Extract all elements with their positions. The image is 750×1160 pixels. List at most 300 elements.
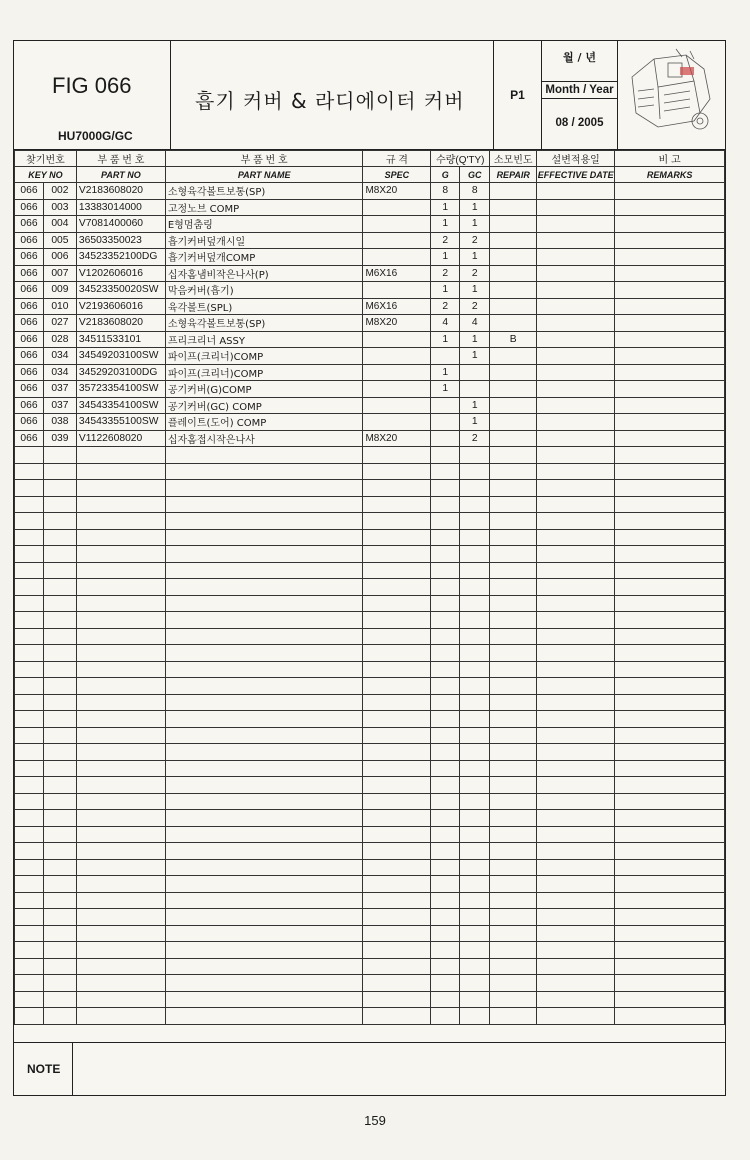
cell-effective bbox=[537, 645, 615, 662]
cell-repair: B bbox=[490, 331, 537, 348]
cell-remarks bbox=[615, 513, 725, 530]
cell-part-no bbox=[76, 694, 165, 711]
cell-effective bbox=[537, 892, 615, 909]
cell-repair bbox=[490, 876, 537, 893]
parts-table bbox=[14, 150, 725, 1025]
cell-gc bbox=[460, 612, 490, 629]
cell-fig bbox=[15, 529, 44, 546]
cell-fig bbox=[15, 694, 44, 711]
cell-gc bbox=[460, 892, 490, 909]
cell-spec bbox=[363, 958, 431, 975]
table-row bbox=[15, 579, 725, 596]
cell-effective bbox=[537, 199, 615, 216]
cell-fig bbox=[15, 595, 44, 612]
cell-remarks bbox=[615, 744, 725, 761]
cell-fig: 066 bbox=[15, 232, 44, 249]
cell-name bbox=[165, 612, 363, 629]
cell-gc bbox=[460, 463, 490, 480]
cell-name: E형멈춤링 bbox=[165, 216, 363, 233]
cell-part-no bbox=[76, 909, 165, 926]
cell-key bbox=[43, 480, 76, 497]
cell-key: 005 bbox=[43, 232, 76, 249]
cell-repair bbox=[490, 298, 537, 315]
cell-effective bbox=[537, 661, 615, 678]
cell-key bbox=[43, 843, 76, 860]
cell-g: 1 bbox=[431, 216, 460, 233]
cell-effective bbox=[537, 381, 615, 398]
cell-part-no bbox=[76, 529, 165, 546]
cell-g bbox=[431, 744, 460, 761]
cell-name bbox=[165, 975, 363, 992]
cell-remarks bbox=[615, 925, 725, 942]
cell-fig bbox=[15, 562, 44, 579]
cell-effective bbox=[537, 216, 615, 233]
cell-effective bbox=[537, 810, 615, 827]
cell-part-no bbox=[76, 447, 165, 464]
cell-name: 막음커버(흡기) bbox=[165, 282, 363, 299]
cell-g bbox=[431, 513, 460, 530]
col-repair-ko: 소모빈도 bbox=[490, 151, 537, 167]
cell-spec bbox=[363, 661, 431, 678]
cell-effective bbox=[537, 876, 615, 893]
cell-remarks bbox=[615, 826, 725, 843]
cell-g: 2 bbox=[431, 265, 460, 282]
page-box bbox=[494, 41, 542, 149]
cell-repair bbox=[490, 991, 537, 1008]
cell-name: 파이프(크리너)COMP bbox=[165, 364, 363, 381]
cell-remarks bbox=[615, 282, 725, 299]
cell-remarks bbox=[615, 529, 725, 546]
cell-gc bbox=[460, 876, 490, 893]
table-row bbox=[15, 942, 725, 959]
cell-spec bbox=[363, 546, 431, 563]
cell-remarks bbox=[615, 876, 725, 893]
cell-key bbox=[43, 859, 76, 876]
table-row bbox=[15, 562, 725, 579]
cell-gc: 1 bbox=[460, 282, 490, 299]
cell-name bbox=[165, 463, 363, 480]
cell-fig: 066 bbox=[15, 397, 44, 414]
table-row bbox=[15, 661, 725, 678]
cell-key: 037 bbox=[43, 397, 76, 414]
cell-g bbox=[431, 843, 460, 860]
cell-effective bbox=[537, 183, 615, 200]
cell-effective bbox=[537, 265, 615, 282]
cell-fig bbox=[15, 843, 44, 860]
cell-gc bbox=[460, 1008, 490, 1025]
cell-spec bbox=[363, 810, 431, 827]
cell-repair bbox=[490, 364, 537, 381]
cell-effective bbox=[537, 942, 615, 959]
cell-effective bbox=[537, 678, 615, 695]
cell-key bbox=[43, 744, 76, 761]
cell-repair bbox=[490, 216, 537, 233]
cell-fig bbox=[15, 909, 44, 926]
cell-key bbox=[43, 661, 76, 678]
cell-name bbox=[165, 546, 363, 563]
cell-spec bbox=[363, 480, 431, 497]
cell-gc: 2 bbox=[460, 298, 490, 315]
cell-g bbox=[431, 595, 460, 612]
cell-g bbox=[431, 958, 460, 975]
table-row bbox=[15, 232, 725, 249]
table-row bbox=[15, 397, 725, 414]
cell-effective bbox=[537, 249, 615, 266]
cell-remarks bbox=[615, 397, 725, 414]
cell-fig bbox=[15, 628, 44, 645]
cell-gc bbox=[460, 909, 490, 926]
cell-part-no bbox=[76, 645, 165, 662]
cell-key bbox=[43, 909, 76, 926]
cell-remarks bbox=[615, 595, 725, 612]
cell-key bbox=[43, 876, 76, 893]
cell-repair bbox=[490, 810, 537, 827]
cell-effective bbox=[537, 397, 615, 414]
cell-effective bbox=[537, 975, 615, 992]
cell-repair bbox=[490, 546, 537, 563]
table-row bbox=[15, 645, 725, 662]
cell-g: 1 bbox=[431, 199, 460, 216]
cell-remarks bbox=[615, 727, 725, 744]
cell-part-no: 34549203100SW bbox=[76, 348, 165, 365]
cell-remarks bbox=[615, 381, 725, 398]
cell-remarks bbox=[615, 909, 725, 926]
cell-remarks bbox=[615, 265, 725, 282]
cell-part-no bbox=[76, 727, 165, 744]
cell-g bbox=[431, 925, 460, 942]
cell-name bbox=[165, 876, 363, 893]
table-row bbox=[15, 496, 725, 513]
cell-key: 034 bbox=[43, 348, 76, 365]
cell-fig: 066 bbox=[15, 249, 44, 266]
cell-name bbox=[165, 793, 363, 810]
cell-repair bbox=[490, 612, 537, 629]
cell-remarks bbox=[615, 793, 725, 810]
table-row bbox=[15, 513, 725, 530]
cell-key bbox=[43, 793, 76, 810]
cell-gc: 2 bbox=[460, 430, 490, 447]
cell-repair bbox=[490, 760, 537, 777]
table-row bbox=[15, 612, 725, 629]
cell-part-no bbox=[76, 711, 165, 728]
cell-key bbox=[43, 1008, 76, 1025]
cell-spec: M8X20 bbox=[363, 430, 431, 447]
cell-fig bbox=[15, 876, 44, 893]
cell-key bbox=[43, 925, 76, 942]
cell-name bbox=[165, 447, 363, 464]
cell-part-no bbox=[76, 975, 165, 992]
cell-gc: 1 bbox=[460, 414, 490, 431]
cell-g bbox=[431, 892, 460, 909]
cell-g bbox=[431, 397, 460, 414]
table-row bbox=[15, 711, 725, 728]
cell-gc bbox=[460, 628, 490, 645]
cell-g: 2 bbox=[431, 232, 460, 249]
cell-part-no bbox=[76, 1008, 165, 1025]
cell-repair bbox=[490, 727, 537, 744]
cell-spec bbox=[363, 892, 431, 909]
cell-spec bbox=[363, 1008, 431, 1025]
cell-part-no bbox=[76, 513, 165, 530]
cell-name bbox=[165, 529, 363, 546]
cell-name bbox=[165, 859, 363, 876]
cell-part-no bbox=[76, 843, 165, 860]
cell-repair bbox=[490, 496, 537, 513]
cell-remarks bbox=[615, 546, 725, 563]
table-row bbox=[15, 265, 725, 282]
cell-spec bbox=[363, 694, 431, 711]
cell-spec bbox=[363, 843, 431, 860]
cell-remarks bbox=[615, 562, 725, 579]
cell-key: 037 bbox=[43, 381, 76, 398]
cell-remarks bbox=[615, 661, 725, 678]
cell-name: 소형육각볼트보통(SP) bbox=[165, 183, 363, 200]
cell-name bbox=[165, 777, 363, 794]
cell-name: 소형육각볼트보통(SP) bbox=[165, 315, 363, 332]
cell-key bbox=[43, 645, 76, 662]
cell-key bbox=[43, 826, 76, 843]
cell-name: 공기커버(G)COMP bbox=[165, 381, 363, 398]
cell-name bbox=[165, 810, 363, 827]
cell-name bbox=[165, 942, 363, 959]
cell-part-no bbox=[76, 942, 165, 959]
cell-fig bbox=[15, 546, 44, 563]
cell-effective bbox=[537, 364, 615, 381]
cell-g: 1 bbox=[431, 331, 460, 348]
cell-spec bbox=[363, 909, 431, 926]
cell-g bbox=[431, 711, 460, 728]
cell-key: 028 bbox=[43, 331, 76, 348]
cell-effective bbox=[537, 628, 615, 645]
cell-g bbox=[431, 496, 460, 513]
cell-name bbox=[165, 760, 363, 777]
cell-spec bbox=[363, 876, 431, 893]
cell-effective bbox=[537, 727, 615, 744]
cell-fig bbox=[15, 513, 44, 530]
cell-key: 039 bbox=[43, 430, 76, 447]
cell-remarks bbox=[615, 579, 725, 596]
cell-g bbox=[431, 942, 460, 959]
cell-effective bbox=[537, 348, 615, 365]
cell-spec bbox=[363, 331, 431, 348]
cell-fig bbox=[15, 942, 44, 959]
cell-spec bbox=[363, 727, 431, 744]
cell-part-no: V1122608020 bbox=[76, 430, 165, 447]
page-number: 159 bbox=[364, 1113, 386, 1128]
cell-fig bbox=[15, 463, 44, 480]
cell-gc bbox=[460, 925, 490, 942]
cell-spec bbox=[363, 612, 431, 629]
table-row bbox=[15, 628, 725, 645]
cell-remarks bbox=[615, 612, 725, 629]
cell-name bbox=[165, 958, 363, 975]
cell-repair bbox=[490, 447, 537, 464]
cell-gc bbox=[460, 364, 490, 381]
cell-g bbox=[431, 661, 460, 678]
table-row bbox=[15, 909, 725, 926]
cell-key bbox=[43, 760, 76, 777]
cell-fig: 066 bbox=[15, 199, 44, 216]
cell-g bbox=[431, 562, 460, 579]
cell-effective bbox=[537, 546, 615, 563]
cell-key bbox=[43, 579, 76, 596]
cell-effective bbox=[537, 777, 615, 794]
column-header-ko bbox=[15, 151, 725, 167]
cell-part-no: 34523352100DG bbox=[76, 249, 165, 266]
cell-key bbox=[43, 727, 76, 744]
cell-fig bbox=[15, 859, 44, 876]
cell-fig bbox=[15, 678, 44, 695]
cell-remarks bbox=[615, 199, 725, 216]
table-row bbox=[15, 843, 725, 860]
cell-spec bbox=[363, 199, 431, 216]
date-label-en: Month / Year bbox=[542, 81, 617, 99]
title-box bbox=[171, 41, 494, 149]
cell-remarks bbox=[615, 463, 725, 480]
cell-name bbox=[165, 645, 363, 662]
cell-fig bbox=[15, 958, 44, 975]
cell-remarks bbox=[615, 859, 725, 876]
cell-spec bbox=[363, 777, 431, 794]
cell-part-no bbox=[76, 628, 165, 645]
cell-g bbox=[431, 414, 460, 431]
cell-fig bbox=[15, 810, 44, 827]
cell-g bbox=[431, 909, 460, 926]
cell-effective bbox=[537, 909, 615, 926]
cell-name bbox=[165, 1008, 363, 1025]
cell-part-no bbox=[76, 744, 165, 761]
cell-part-no: 34543355100SW bbox=[76, 414, 165, 431]
cell-remarks bbox=[615, 810, 725, 827]
cell-remarks bbox=[615, 249, 725, 266]
cell-key: 007 bbox=[43, 265, 76, 282]
cell-part-no: 34511533101 bbox=[76, 331, 165, 348]
cell-g bbox=[431, 975, 460, 992]
cell-g bbox=[431, 546, 460, 563]
cell-repair bbox=[490, 859, 537, 876]
cell-name bbox=[165, 694, 363, 711]
cell-effective bbox=[537, 991, 615, 1008]
table-row bbox=[15, 595, 725, 612]
cell-part-no bbox=[76, 859, 165, 876]
cell-effective bbox=[537, 826, 615, 843]
cell-spec bbox=[363, 744, 431, 761]
col-partno-en: PART NO bbox=[76, 167, 165, 183]
cell-fig bbox=[15, 975, 44, 992]
cell-key bbox=[43, 958, 76, 975]
cell-name bbox=[165, 744, 363, 761]
cell-name: 십자홈접시작은나사 bbox=[165, 430, 363, 447]
table-row bbox=[15, 876, 725, 893]
cell-spec bbox=[363, 397, 431, 414]
cell-fig bbox=[15, 711, 44, 728]
cell-remarks bbox=[615, 447, 725, 464]
cell-key bbox=[43, 496, 76, 513]
cell-name bbox=[165, 480, 363, 497]
table-row bbox=[15, 348, 725, 365]
cell-gc bbox=[460, 975, 490, 992]
cell-effective bbox=[537, 463, 615, 480]
cell-gc bbox=[460, 744, 490, 761]
cell-repair bbox=[490, 265, 537, 282]
table-row bbox=[15, 529, 725, 546]
cell-fig: 066 bbox=[15, 364, 44, 381]
col-repair-en: REPAIR bbox=[490, 167, 537, 183]
cell-gc bbox=[460, 859, 490, 876]
cell-remarks bbox=[615, 364, 725, 381]
cell-spec bbox=[363, 925, 431, 942]
cell-repair bbox=[490, 348, 537, 365]
cell-name bbox=[165, 496, 363, 513]
cell-effective bbox=[537, 496, 615, 513]
cell-key bbox=[43, 892, 76, 909]
cell-spec bbox=[363, 760, 431, 777]
cell-effective bbox=[537, 744, 615, 761]
cell-spec bbox=[363, 595, 431, 612]
table-row bbox=[15, 183, 725, 200]
col-effdate-ko: 설변적용일 bbox=[537, 151, 615, 167]
cell-gc bbox=[460, 661, 490, 678]
table-row bbox=[15, 925, 725, 942]
col-remarks-en: REMARKS bbox=[615, 167, 725, 183]
cell-remarks bbox=[615, 232, 725, 249]
cell-gc bbox=[460, 727, 490, 744]
table-row bbox=[15, 777, 725, 794]
cell-repair bbox=[490, 628, 537, 645]
cell-g: 1 bbox=[431, 381, 460, 398]
table-row bbox=[15, 331, 725, 348]
table-row bbox=[15, 282, 725, 299]
cell-effective bbox=[537, 579, 615, 596]
cell-part-no bbox=[76, 612, 165, 629]
cell-name bbox=[165, 513, 363, 530]
cell-name: 고정노브 COMP bbox=[165, 199, 363, 216]
cell-fig bbox=[15, 991, 44, 1008]
cell-g bbox=[431, 463, 460, 480]
cell-name: 육각볼트(SPL) bbox=[165, 298, 363, 315]
cell-fig: 066 bbox=[15, 282, 44, 299]
cell-spec: M8X20 bbox=[363, 183, 431, 200]
cell-g bbox=[431, 628, 460, 645]
cell-repair bbox=[490, 414, 537, 431]
cell-key: 006 bbox=[43, 249, 76, 266]
table-row bbox=[15, 892, 725, 909]
cell-fig bbox=[15, 744, 44, 761]
table-row bbox=[15, 199, 725, 216]
table-row bbox=[15, 364, 725, 381]
cell-remarks bbox=[615, 331, 725, 348]
cell-gc: 1 bbox=[460, 331, 490, 348]
cell-part-no: 34543354100SW bbox=[76, 397, 165, 414]
cell-effective bbox=[537, 843, 615, 860]
cell-g: 1 bbox=[431, 282, 460, 299]
cell-part-no: V7081400060 bbox=[76, 216, 165, 233]
cell-key bbox=[43, 942, 76, 959]
cell-part-no bbox=[76, 480, 165, 497]
cell-gc: 8 bbox=[460, 183, 490, 200]
cell-remarks bbox=[615, 216, 725, 233]
cell-part-no bbox=[76, 958, 165, 975]
cell-key bbox=[43, 694, 76, 711]
cell-gc bbox=[460, 958, 490, 975]
table-row bbox=[15, 744, 725, 761]
cell-g bbox=[431, 793, 460, 810]
cell-part-no bbox=[76, 579, 165, 596]
cell-effective bbox=[537, 958, 615, 975]
cell-g bbox=[431, 876, 460, 893]
cell-repair bbox=[490, 315, 537, 332]
cell-name: 흡기커버덮개COMP bbox=[165, 249, 363, 266]
